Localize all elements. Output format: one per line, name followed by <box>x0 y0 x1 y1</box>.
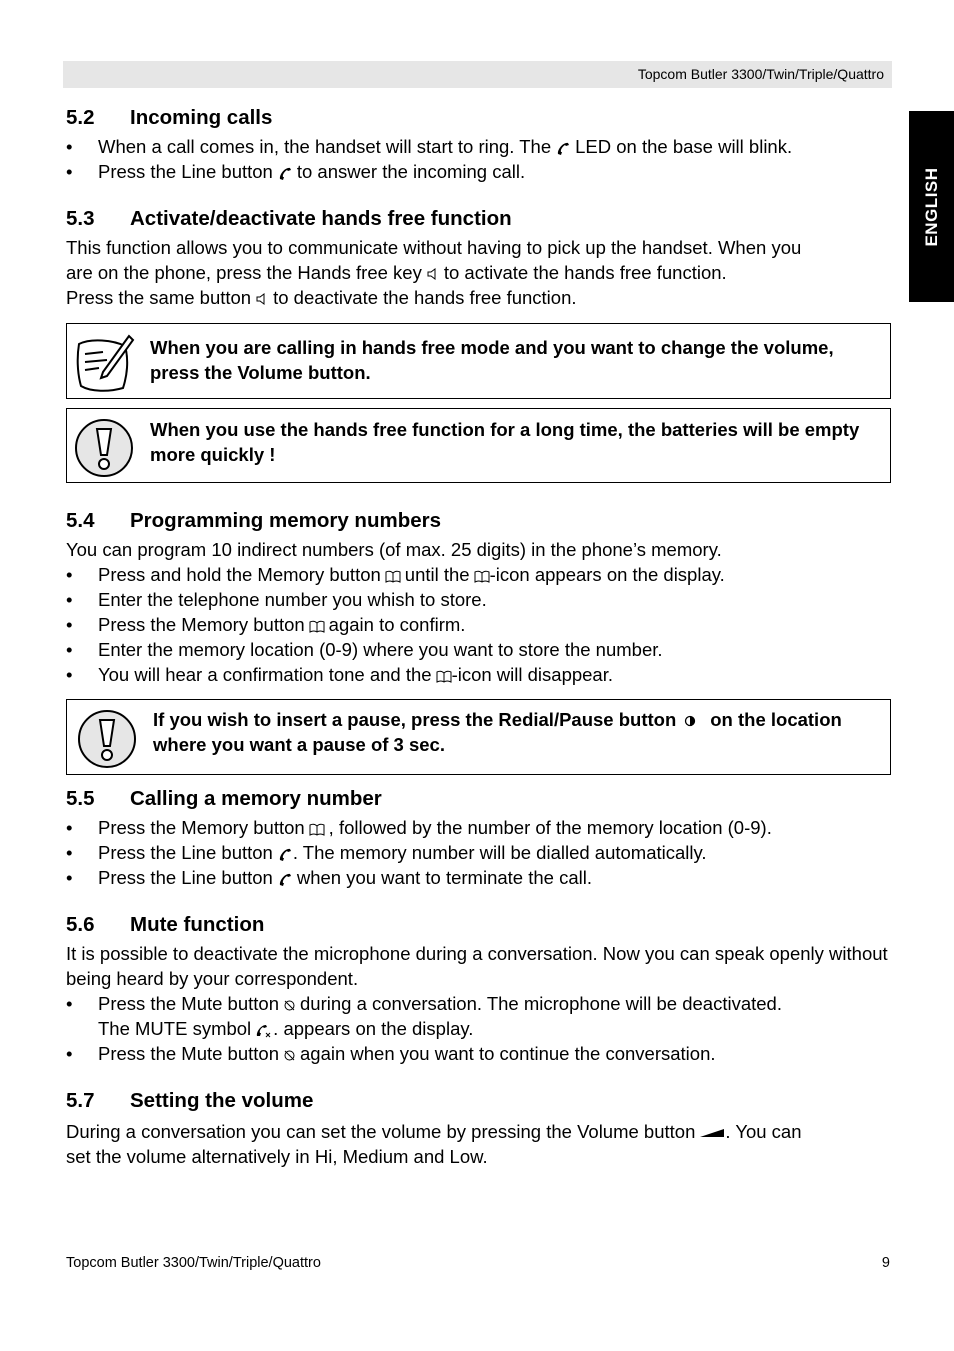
paragraph: Press the same button to deactivate the hands free function. <box>66 287 577 308</box>
paragraph: It is possible to deactivate the microphone during a conversation. Now you can speak openly without being heard by your correspondent. <box>66 943 888 989</box>
warning-box <box>66 699 891 775</box>
mute-symbol-icon <box>255 1022 273 1039</box>
section-5-4-list <box>66 562 888 687</box>
memory-book-icon <box>474 570 490 583</box>
section-5-6-heading: 5.6 Mute function <box>66 913 265 936</box>
memory-book-icon <box>436 670 452 683</box>
list-item: • Press and hold the Memory button until the -icon appears on the display. <box>66 562 888 587</box>
language-tab <box>909 111 954 302</box>
line-button-icon <box>555 140 571 156</box>
section-5-7-heading: 5.7 Setting the volume <box>66 1089 314 1112</box>
paragraph: set the volume alternatively in Hi, Medium and Low. <box>66 1146 488 1167</box>
list-item: • Enter the memory location (0-9) where you want to store the number. <box>66 637 888 662</box>
list-item: • Press the Line button when you want to terminate the call. <box>66 865 888 890</box>
list-item: • Press the Mute button again when you want to continue the conversation. <box>66 1041 888 1066</box>
line-button-icon <box>277 846 293 862</box>
note-pencil-icon <box>73 332 135 394</box>
memory-book-icon <box>385 570 401 583</box>
mute-icon <box>283 999 296 1012</box>
paragraph: are on the phone, press the Hands free key to activate the hands free function. <box>66 262 727 283</box>
note-box <box>66 323 891 399</box>
list-item: • When a call comes in, the handset will start to ring. The LED on the base will blink. <box>66 134 888 159</box>
memory-book-icon <box>309 620 325 633</box>
paragraph: This function allows you to communicate without having to pick up the handset. When you <box>66 237 802 258</box>
line-button-icon <box>277 871 293 887</box>
list-item: • Press the Memory button , followed by the number of the memory location (0-9). <box>66 815 888 840</box>
section-5-4-heading: 5.4 Programming memory numbers <box>66 509 441 532</box>
language-tab-label: ENGLISH <box>921 166 941 247</box>
volume-icon <box>699 1128 725 1138</box>
paragraph: During a conversation you can set the volume by pressing the Volume button . You can <box>66 1121 802 1142</box>
speaker-icon <box>255 292 269 306</box>
section-5-5-list <box>66 815 888 890</box>
exclamation-icon <box>76 708 138 770</box>
page-content <box>66 104 888 1169</box>
list-item: • Press the Memory button again to confirm. <box>66 612 888 637</box>
list-item: • Press the Line button to answer the incoming call. <box>66 159 888 184</box>
header-title: Topcom Butler 3300/Twin/Triple/Quattro <box>637 66 884 82</box>
header-bar <box>63 61 892 88</box>
line-button-icon <box>277 165 293 181</box>
list-item: • Press the Mute button during a conversation. The microphone will be deactivated. The MUTE symbol . appears on the display. <box>66 991 888 1041</box>
warning-text: If you wish to insert a pause, press the Redial/Pause button on the location where you want a pause of 3 sec. <box>153 709 842 755</box>
section-5-3-heading: 5.3 Activate/deactivate hands free function <box>66 207 512 230</box>
warning-box <box>66 408 891 483</box>
paragraph: You can program 10 indirect numbers (of max. 25 digits) in the phone’s memory. <box>66 539 722 560</box>
section-5-2-heading: 5.2 Incoming calls <box>66 106 273 129</box>
section-5-5-heading: 5.5 Calling a memory number <box>66 787 382 810</box>
note-text: When you are calling in hands free mode and you want to change the volume, press the Volume button. <box>150 337 834 383</box>
warning-text: When you use the hands free function for a long time, the batteries will be empty more quickly ! <box>150 419 860 465</box>
footer-title: Topcom Butler 3300/Twin/Triple/Quattro <box>66 1255 321 1271</box>
exclamation-icon <box>73 417 135 479</box>
list-item: • Press the Line button . The memory number will be dialled automatically. <box>66 840 888 865</box>
page-number: 9 <box>881 1255 890 1271</box>
list-item: • Enter the telephone number you whish to store. <box>66 587 888 612</box>
list-item: • You will hear a confirmation tone and the -icon will disappear. <box>66 662 888 687</box>
redial-pause-icon <box>684 715 696 727</box>
speaker-icon <box>426 267 440 281</box>
mute-icon <box>283 1049 296 1062</box>
memory-book-icon <box>309 823 325 836</box>
section-5-6-list <box>66 991 888 1066</box>
section-5-2-list <box>66 134 888 184</box>
